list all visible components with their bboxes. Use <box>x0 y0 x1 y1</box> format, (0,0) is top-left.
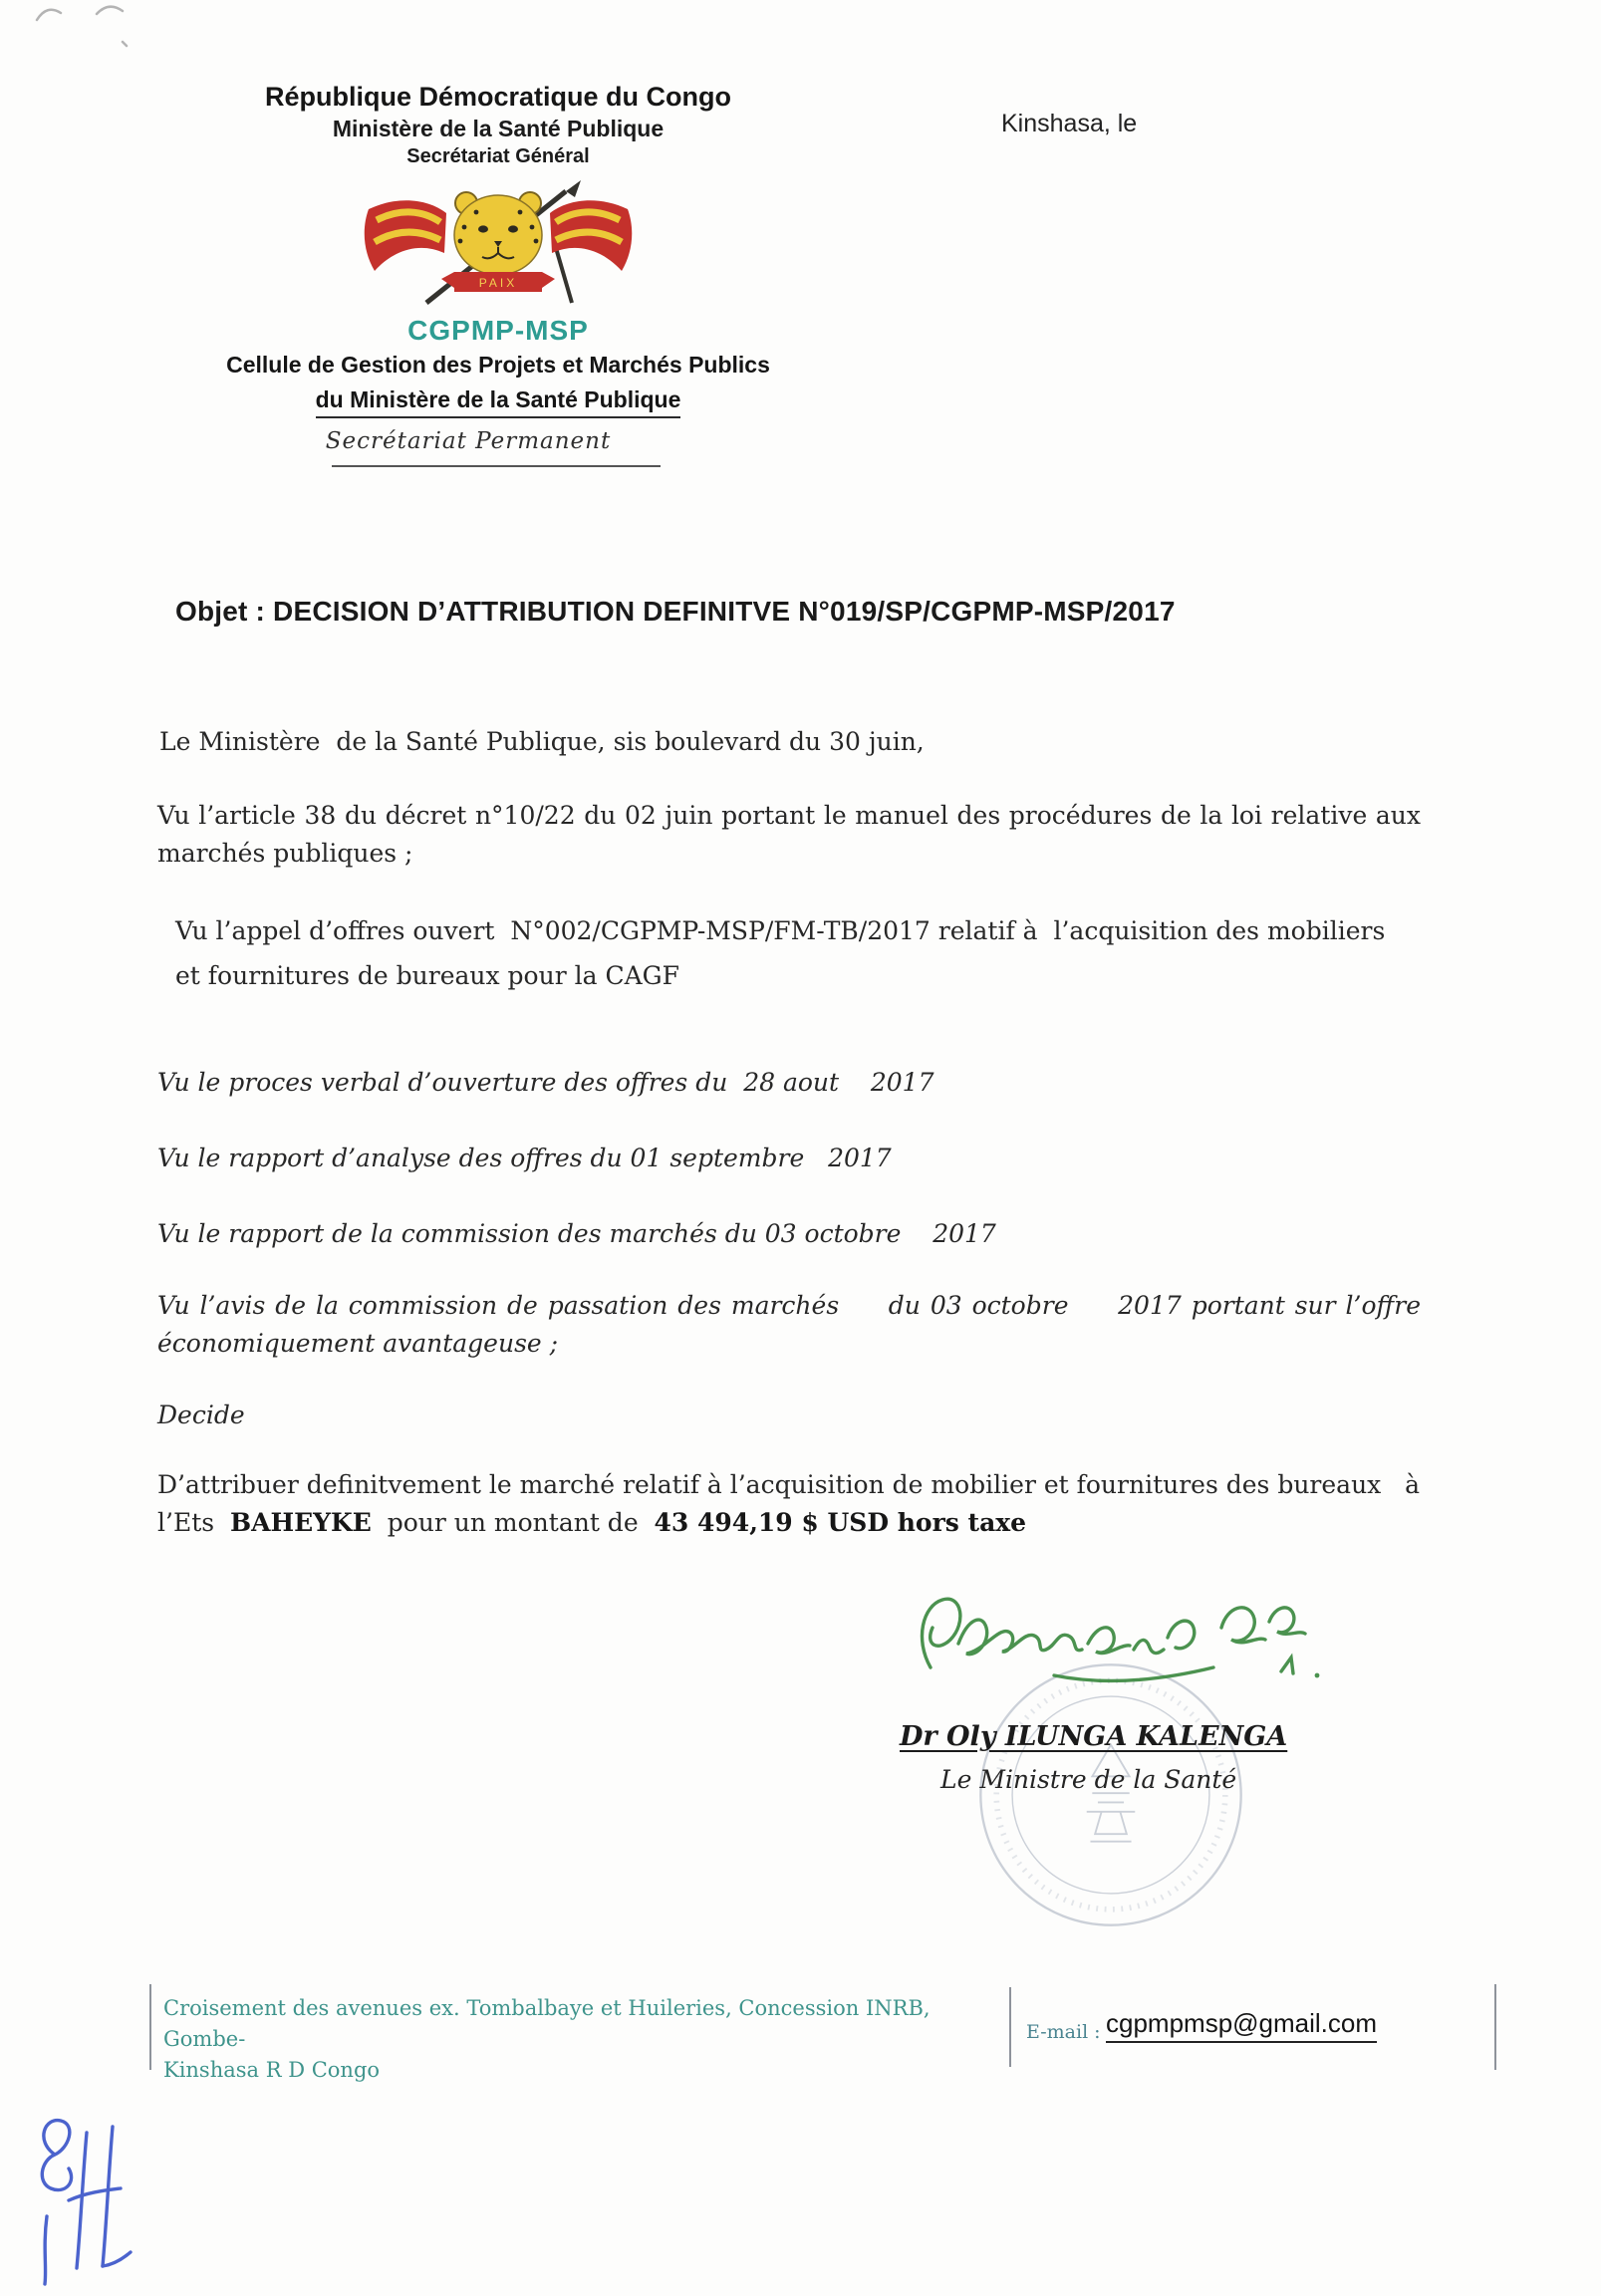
paragraph-vu-article: Vu l’article 38 du décret n°10/22 du 02 juin portant le manuel des procédures de la loi relative aux marchés publiques ; <box>157 801 1429 868</box>
paragraph-decide: Decide <box>157 1401 245 1429</box>
paragraph-vu-appel-offres: Vu l’appel d’offres ouvert N°002/CGPMP-MSP/FM-TB/2017 relatif à l’acquisition des mobiliers et fournitures de bureaux pour la CAGF <box>175 916 1394 990</box>
handwritten-initials-scribble <box>15 2097 164 2296</box>
minister-handwritten-signature <box>905 1580 1333 1699</box>
subject-line: Objet : DECISION D’ATTRIBUTION DEFINITVE N°019/SP/CGPMP-MSP/2017 <box>175 596 1176 627</box>
org-name-line2: du Ministère de la Santé Publique <box>316 386 681 418</box>
paragraph-vu-rapport-analyse: Vu le rapport d’analyse des offres du 01 septembre 2017 <box>157 1144 892 1172</box>
paragraph-vu-avis-commission: Vu l’avis de la commission de passation des marchés du 03 octobre 2017 portant sur l’offre économiquement avantageuse ; <box>157 1291 1429 1358</box>
header-divider-rule <box>332 465 661 467</box>
logo-motto-text: PAIX <box>478 276 518 290</box>
footer-address-line2: Kinshasa R D Congo <box>163 2058 381 2082</box>
paragraph-award <box>157 1466 1431 1542</box>
org-secretariat-permanent: Secrétariat Permanent <box>325 428 612 454</box>
paragraph-intro: Le Ministère de la Santé Publique, sis boulevard du 30 juin, <box>159 727 925 756</box>
paragraph-vu-proces-verbal: Vu le proces verbal d’ouverture des offres du 28 aout 2017 <box>157 1068 934 1097</box>
footer-email-label: E-mail : <box>1026 2021 1101 2043</box>
header-country: République Démocratique du Congo <box>264 82 731 112</box>
org-acronym: CGPMP-MSP <box>407 315 589 346</box>
scan-artifact-marks <box>25 0 184 60</box>
award-text-1: D’attribuer definitvement le marché relatif à l’acquisition de mobilier et fournitures des bureaux à l’Ets <box>157 1470 1428 1537</box>
footer-divider-left <box>149 1984 151 2070</box>
header-secretariat-general: Secrétariat Général <box>406 145 590 167</box>
drc-leopard-coat-of-arms-icon <box>349 179 648 314</box>
award-text-2: pour un montant de <box>371 1508 655 1537</box>
org-name-line1: Cellule de Gestion des Projets et Marchés Publics <box>226 352 770 378</box>
footer-address-line1: Croisement des avenues ex. Tombalbaye et Huileries, Concession INRB, Gombe- <box>163 1996 931 2051</box>
org-secretariat-permanent-wrap <box>149 428 787 454</box>
award-company-name: BAHEYKE <box>229 1508 372 1537</box>
signatory-title: Le Ministre de la Santé <box>940 1765 1237 1794</box>
footer-divider-middle <box>1009 1987 1011 2067</box>
award-amount: 43 494,19 $ USD hors taxe <box>654 1508 1027 1537</box>
org-name-line2-wrap <box>169 386 827 418</box>
paragraph-vu-rapport-commission: Vu le rapport de la commission des marchés du 03 octobre 2017 <box>157 1219 996 1248</box>
signatory-name: Dr Oly ILUNGA KALENGA <box>900 1721 1288 1752</box>
footer-divider-right <box>1494 1984 1496 2070</box>
footer-address <box>163 1993 1000 2086</box>
header-ministry: Ministère de la Santé Publique <box>332 116 665 141</box>
place-date-line: Kinshasa, le <box>1001 110 1138 137</box>
footer-email-address: cgpmpmsp@gmail.com <box>1106 2008 1377 2043</box>
